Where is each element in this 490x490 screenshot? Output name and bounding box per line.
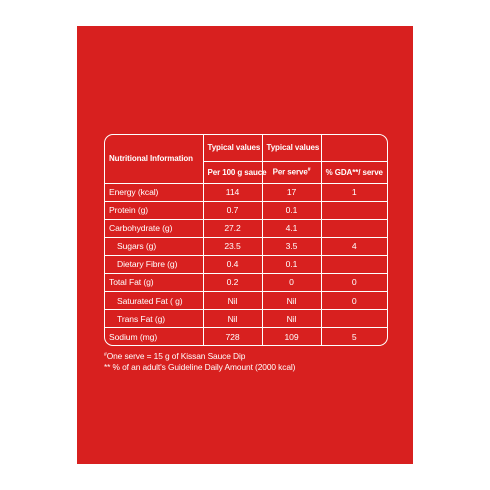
- table-row-carbohydrate: [105, 219, 387, 237]
- table-row-sugars: [105, 237, 387, 255]
- footnote-serve: [104, 350, 394, 362]
- table-row-total-fat: [105, 273, 387, 291]
- row-label: Carbohydrate (g): [105, 219, 203, 237]
- row-per-100g: 728: [203, 328, 262, 345]
- row-gda: 4: [321, 237, 387, 255]
- row-label: Protein (g): [105, 201, 203, 219]
- header-blank: [321, 135, 387, 161]
- row-gda: 1: [321, 183, 387, 201]
- footnote-serve-mark: #: [104, 352, 107, 358]
- row-per-100g: 0.7: [203, 201, 262, 219]
- header-row-1: [105, 135, 387, 161]
- header-per-serve-text: Per serve: [272, 167, 308, 177]
- table-row-trans-fat: [105, 310, 387, 328]
- row-label: Dietary Fibre (g): [105, 255, 203, 273]
- row-per-100g: 114: [203, 183, 262, 201]
- row-per-100g: 0.2: [203, 273, 262, 291]
- nutrition-table: [105, 135, 387, 345]
- row-label: Sodium (mg): [105, 328, 203, 345]
- row-per-100g: Nil: [203, 291, 262, 309]
- row-per-100g: 27.2: [203, 219, 262, 237]
- row-per-100g: 23.5: [203, 237, 262, 255]
- header-per-serve: [262, 161, 321, 183]
- row-per-serve: Nil: [262, 291, 321, 309]
- footnote-gda: ** % of an adult's Guideline Daily Amount (2000 kcal): [104, 362, 296, 372]
- row-per-serve: 4.1: [262, 219, 321, 237]
- row-per-serve: 0.1: [262, 255, 321, 273]
- header-per-100g: Per 100 g sauce: [203, 161, 262, 183]
- header-typical-values-100g: Typical values: [203, 135, 262, 161]
- row-gda: 0: [321, 273, 387, 291]
- row-per-serve: 3.5: [262, 237, 321, 255]
- row-label: Trans Fat (g): [105, 310, 203, 328]
- row-per-serve: 109: [262, 328, 321, 345]
- table-row-dietary-fibre: [105, 255, 387, 273]
- header-typical-values-serve: Typical values: [262, 135, 321, 161]
- table-row-saturated-fat: [105, 291, 387, 309]
- row-gda: 5: [321, 328, 387, 345]
- footnotes: [104, 350, 394, 373]
- row-per-serve: 17: [262, 183, 321, 201]
- nutrition-table-frame: [104, 134, 388, 346]
- header-nutritional-information: Nutritional Information: [105, 135, 203, 183]
- row-label: Saturated Fat ( g): [105, 291, 203, 309]
- row-per-100g: Nil: [203, 310, 262, 328]
- row-label: Sugars (g): [105, 237, 203, 255]
- row-per-serve: Nil: [262, 310, 321, 328]
- red-label-panel: [77, 26, 413, 464]
- row-gda: [321, 255, 387, 273]
- row-gda: [321, 310, 387, 328]
- row-per-serve: 0.1: [262, 201, 321, 219]
- row-per-serve: 0: [262, 273, 321, 291]
- row-label: Energy (kcal): [105, 183, 203, 201]
- header-per-serve-mark: #: [307, 167, 311, 174]
- header-gda-per-serve: % GDA**/ serve: [321, 161, 387, 183]
- row-gda: 0: [321, 291, 387, 309]
- table-row-energy: [105, 183, 387, 201]
- row-gda: [321, 201, 387, 219]
- row-label: Total Fat (g): [105, 273, 203, 291]
- row-per-100g: 0.4: [203, 255, 262, 273]
- footnote-serve-text: One serve = 15 g of Kissan Sauce Dip: [106, 351, 246, 361]
- table-row-sodium: [105, 328, 387, 345]
- table-row-protein: [105, 201, 387, 219]
- row-gda: [321, 219, 387, 237]
